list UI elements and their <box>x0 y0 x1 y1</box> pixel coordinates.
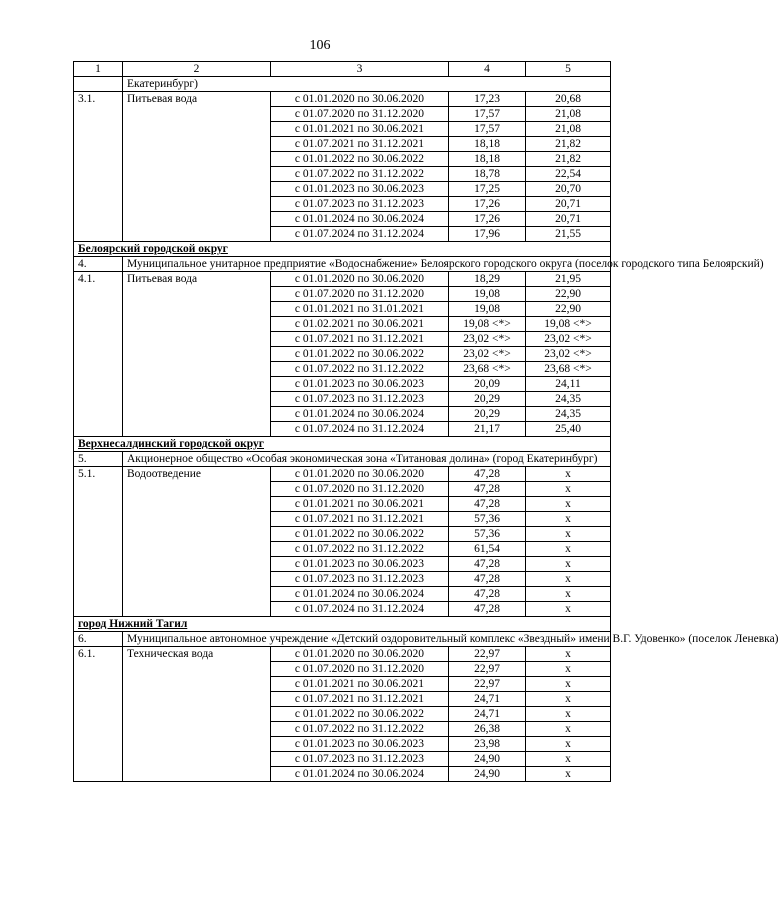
tariff-value-col5: x <box>526 512 611 527</box>
tariff-row <box>74 287 611 302</box>
tariff-period: с 01.01.2024 по 30.06.2024 <box>271 767 449 782</box>
service-name <box>123 152 271 167</box>
tariff-row <box>74 197 611 212</box>
service-number <box>74 167 123 182</box>
tariff-value-col5: 23,02 <*> <box>526 332 611 347</box>
service-name <box>123 407 271 422</box>
tariff-value-col4: 47,28 <box>449 557 526 572</box>
tariff-value-col4: 18,29 <box>449 272 526 287</box>
tariff-value-col4: 47,28 <box>449 587 526 602</box>
service-number <box>74 692 123 707</box>
service-name <box>123 122 271 137</box>
tariff-row <box>74 167 611 182</box>
continuation-row <box>74 77 611 92</box>
tariff-value-col5: x <box>526 692 611 707</box>
tariff-value-col5: 21,82 <box>526 152 611 167</box>
tariff-value-col4: 18,18 <box>449 137 526 152</box>
tariff-row <box>74 422 611 437</box>
tariff-value-col4: 19,08 <box>449 302 526 317</box>
region-row <box>74 242 611 257</box>
tariff-row <box>74 512 611 527</box>
tariff-row <box>74 407 611 422</box>
tariff-row <box>74 737 611 752</box>
tariff-value-col4: 23,02 <*> <box>449 347 526 362</box>
tariff-row <box>74 347 611 362</box>
tariff-value-col4: 17,96 <box>449 227 526 242</box>
service-number <box>74 347 123 362</box>
org-row <box>74 257 611 272</box>
tariff-period: с 01.07.2023 по 31.12.2023 <box>271 392 449 407</box>
org-name: Муниципальное унитарное предприятие «Водоснабжение» Белоярского городского округа (поселок городского типа Белоярский) <box>123 257 611 272</box>
service-name <box>123 422 271 437</box>
tariff-value-col4: 47,28 <box>449 572 526 587</box>
tariff-value-col5: x <box>526 767 611 782</box>
tariff-value-col5: x <box>526 542 611 557</box>
tariff-value-col4: 61,54 <box>449 542 526 557</box>
service-number <box>74 377 123 392</box>
org-number: 6. <box>74 632 123 647</box>
tariff-period: с 01.07.2020 по 31.12.2020 <box>271 107 449 122</box>
tariff-value-col5: 20,71 <box>526 197 611 212</box>
tariff-value-col5: x <box>526 572 611 587</box>
service-name <box>123 287 271 302</box>
service-number <box>74 287 123 302</box>
tariff-row <box>74 152 611 167</box>
tariff-row <box>74 587 611 602</box>
tariff-value-col4: 24,90 <box>449 752 526 767</box>
tariff-row <box>74 602 611 617</box>
tariff-value-col4: 22,97 <box>449 662 526 677</box>
tariff-value-col4: 19,08 <box>449 287 526 302</box>
tariff-row <box>74 767 611 782</box>
tariff-period: с 01.01.2020 по 30.06.2020 <box>271 272 449 287</box>
service-number <box>74 137 123 152</box>
tariff-value-col5: 24,35 <box>526 392 611 407</box>
column-header: 1 <box>74 62 123 77</box>
region-row <box>74 617 611 632</box>
tariff-period: с 01.07.2024 по 31.12.2024 <box>271 602 449 617</box>
tariff-row <box>74 467 611 482</box>
tariff-value-col5: 24,35 <box>526 407 611 422</box>
service-number: 4.1. <box>74 272 123 287</box>
tariff-row <box>74 392 611 407</box>
tariff-period: с 01.01.2020 по 30.06.2020 <box>271 92 449 107</box>
tariff-row <box>74 377 611 392</box>
service-name <box>123 497 271 512</box>
service-name <box>123 587 271 602</box>
tariff-period: с 01.07.2021 по 31.12.2021 <box>271 332 449 347</box>
tariff-value-col4: 17,57 <box>449 122 526 137</box>
tariff-value-col4: 57,36 <box>449 527 526 542</box>
tariff-value-col5: 20,68 <box>526 92 611 107</box>
tariff-row <box>74 662 611 677</box>
tariff-value-col5: 22,54 <box>526 167 611 182</box>
service-name <box>123 347 271 362</box>
tariff-value-col4: 17,25 <box>449 182 526 197</box>
service-name: Питьевая вода <box>123 92 271 107</box>
tariff-value-col5: x <box>526 527 611 542</box>
tariff-value-col4: 17,23 <box>449 92 526 107</box>
tariff-row <box>74 572 611 587</box>
page-number: 106 <box>309 38 331 53</box>
org-row <box>74 452 611 467</box>
service-name <box>123 602 271 617</box>
tariff-period: с 01.07.2022 по 31.12.2022 <box>271 722 449 737</box>
service-number <box>74 227 123 242</box>
service-name <box>123 392 271 407</box>
service-number <box>74 602 123 617</box>
tariff-value-col4: 57,36 <box>449 512 526 527</box>
tariff-value-col4: 24,90 <box>449 767 526 782</box>
service-name <box>123 542 271 557</box>
org-name-continuation: Екатеринбург) <box>123 77 611 92</box>
service-name <box>123 332 271 347</box>
tariff-value-col4: 22,97 <box>449 677 526 692</box>
service-number <box>74 512 123 527</box>
service-name <box>123 557 271 572</box>
tariff-value-col5: x <box>526 737 611 752</box>
service-number <box>74 182 123 197</box>
tariff-value-col4: 47,28 <box>449 467 526 482</box>
service-name: Питьевая вода <box>123 272 271 287</box>
tariff-period: с 01.07.2021 по 31.12.2021 <box>271 692 449 707</box>
tariff-value-col5: 21,08 <box>526 107 611 122</box>
service-name <box>123 227 271 242</box>
header-row <box>74 62 611 77</box>
service-number: 3.1. <box>74 92 123 107</box>
tariff-value-col4: 20,29 <box>449 407 526 422</box>
tariff-value-col4: 18,18 <box>449 152 526 167</box>
tariff-row <box>74 497 611 512</box>
service-number <box>74 422 123 437</box>
service-name <box>123 692 271 707</box>
service-number <box>74 752 123 767</box>
tariff-value-col5: x <box>526 557 611 572</box>
tariff-row <box>74 212 611 227</box>
tariff-value-col4: 47,28 <box>449 482 526 497</box>
service-name <box>123 767 271 782</box>
tariff-value-col4: 20,09 <box>449 377 526 392</box>
tariff-value-col5: 20,70 <box>526 182 611 197</box>
tariff-period: с 01.07.2022 по 31.12.2022 <box>271 167 449 182</box>
tariff-row <box>74 107 611 122</box>
service-number <box>74 362 123 377</box>
region-name: Верхнесалдинский городской округ <box>74 437 611 452</box>
service-name <box>123 362 271 377</box>
tariff-value-col5: x <box>526 602 611 617</box>
tariff-row <box>74 362 611 377</box>
tariff-value-col5: x <box>526 482 611 497</box>
tariff-period: с 01.01.2021 по 30.06.2021 <box>271 677 449 692</box>
service-number <box>74 527 123 542</box>
tariff-row <box>74 302 611 317</box>
service-name <box>123 527 271 542</box>
tariff-period: с 01.01.2020 по 30.06.2020 <box>271 467 449 482</box>
tariff-row <box>74 542 611 557</box>
tariff-period: с 01.07.2023 по 31.12.2023 <box>271 572 449 587</box>
tariff-value-col5: x <box>526 662 611 677</box>
tariff-value-col4: 24,71 <box>449 707 526 722</box>
tariff-value-col5: 21,55 <box>526 227 611 242</box>
tariff-period: с 01.01.2022 по 30.06.2022 <box>271 152 449 167</box>
tariff-row <box>74 647 611 662</box>
org-number: 4. <box>74 257 123 272</box>
tariff-period: с 01.07.2024 по 31.12.2024 <box>271 227 449 242</box>
service-name <box>123 197 271 212</box>
tariff-row <box>74 752 611 767</box>
service-number <box>74 212 123 227</box>
service-name <box>123 707 271 722</box>
tariff-period: с 01.07.2020 по 31.12.2020 <box>271 482 449 497</box>
tariff-value-col5: 21,95 <box>526 272 611 287</box>
service-number <box>74 722 123 737</box>
tariff-value-col5: 19,08 <*> <box>526 317 611 332</box>
service-name <box>123 302 271 317</box>
service-number: 5.1. <box>74 467 123 482</box>
tariff-value-col4: 24,71 <box>449 692 526 707</box>
service-name <box>123 182 271 197</box>
service-name <box>123 212 271 227</box>
tariff-period: с 01.01.2024 по 30.06.2024 <box>271 587 449 602</box>
tariff-period: с 01.07.2023 по 31.12.2023 <box>271 197 449 212</box>
tariff-row <box>74 692 611 707</box>
tariff-row <box>74 482 611 497</box>
tariff-period: с 01.01.2023 по 30.06.2023 <box>271 182 449 197</box>
service-name <box>123 167 271 182</box>
tariff-row <box>74 722 611 737</box>
org-name: Акционерное общество «Особая экономическая зона «Титановая долина» (город Екатеринбург) <box>123 452 611 467</box>
column-header: 5 <box>526 62 611 77</box>
service-name <box>123 482 271 497</box>
tariff-value-col5: x <box>526 647 611 662</box>
tariff-period: с 01.02.2021 по 30.06.2021 <box>271 317 449 332</box>
service-number <box>74 707 123 722</box>
service-number <box>74 407 123 422</box>
tariff-period: с 01.01.2020 по 30.06.2020 <box>271 647 449 662</box>
tariff-period: с 01.01.2021 по 31.01.2021 <box>271 302 449 317</box>
service-name <box>123 662 271 677</box>
service-number <box>74 317 123 332</box>
tariff-value-col5: 20,71 <box>526 212 611 227</box>
service-number <box>74 497 123 512</box>
tariff-value-col5: 22,90 <box>526 302 611 317</box>
tariff-value-col4: 23,68 <*> <box>449 362 526 377</box>
org-number: 5. <box>74 452 123 467</box>
region-name: Белоярский городской округ <box>74 242 611 257</box>
service-number <box>74 302 123 317</box>
service-number <box>74 482 123 497</box>
tariff-value-col4: 19,08 <*> <box>449 317 526 332</box>
service-number <box>74 572 123 587</box>
column-header: 3 <box>271 62 449 77</box>
tariff-row <box>74 317 611 332</box>
tariff-value-col4: 23,02 <*> <box>449 332 526 347</box>
tariff-row <box>74 137 611 152</box>
tariff-value-col4: 20,29 <box>449 392 526 407</box>
tariff-value-col4: 23,98 <box>449 737 526 752</box>
tariff-value-col4: 21,17 <box>449 422 526 437</box>
org-row <box>74 632 611 647</box>
service-number <box>74 677 123 692</box>
service-number: 6.1. <box>74 647 123 662</box>
tariff-period: с 01.01.2024 по 30.06.2024 <box>271 407 449 422</box>
tariff-value-col5: 21,08 <box>526 122 611 137</box>
tariff-value-col5: 21,82 <box>526 137 611 152</box>
tariff-value-col4: 47,28 <box>449 497 526 512</box>
column-header: 2 <box>123 62 271 77</box>
tariff-row <box>74 92 611 107</box>
tariff-value-col4: 22,97 <box>449 647 526 662</box>
tariff-period: с 01.01.2023 по 30.06.2023 <box>271 557 449 572</box>
org-number-cell <box>74 77 123 92</box>
service-name <box>123 737 271 752</box>
service-number <box>74 332 123 347</box>
tariff-period: с 01.01.2021 по 30.06.2021 <box>271 497 449 512</box>
tariff-row <box>74 557 611 572</box>
tariff-value-col4: 26,38 <box>449 722 526 737</box>
tariff-row <box>74 527 611 542</box>
service-name: Водоотведение <box>123 467 271 482</box>
service-name <box>123 137 271 152</box>
service-name <box>123 722 271 737</box>
tariff-row <box>74 122 611 137</box>
tariff-period: с 01.07.2021 по 31.12.2021 <box>271 512 449 527</box>
tariff-row <box>74 227 611 242</box>
service-name <box>123 512 271 527</box>
service-number <box>74 737 123 752</box>
tariff-row <box>74 182 611 197</box>
tariff-value-col5: x <box>526 467 611 482</box>
service-name <box>123 572 271 587</box>
tariff-period: с 01.07.2023 по 31.12.2023 <box>271 752 449 767</box>
service-number <box>74 767 123 782</box>
column-header: 4 <box>449 62 526 77</box>
org-name: Муниципальное автономное учреждение «Детский оздоровительный комплекс «Звездный» имени В.Г. Удовенко» (поселок Леневка) <box>123 632 611 647</box>
tariff-period: с 01.07.2024 по 31.12.2024 <box>271 422 449 437</box>
service-name <box>123 317 271 332</box>
tariff-period: с 01.01.2023 по 30.06.2023 <box>271 377 449 392</box>
tariff-period: с 01.01.2024 по 30.06.2024 <box>271 212 449 227</box>
service-name <box>123 377 271 392</box>
tariff-row <box>74 707 611 722</box>
tariff-period: с 01.07.2020 по 31.12.2020 <box>271 662 449 677</box>
tariff-period: с 01.01.2021 по 30.06.2021 <box>271 122 449 137</box>
tariff-value-col5: x <box>526 587 611 602</box>
tariff-period: с 01.01.2023 по 30.06.2023 <box>271 737 449 752</box>
tariff-value-col4: 47,28 <box>449 602 526 617</box>
tariff-value-col5: x <box>526 677 611 692</box>
region-name: город Нижний Тагил <box>74 617 611 632</box>
tariff-period: с 01.07.2022 по 31.12.2022 <box>271 362 449 377</box>
service-number <box>74 107 123 122</box>
tariff-period: с 01.01.2022 по 30.06.2022 <box>271 707 449 722</box>
tariff-value-col5: x <box>526 497 611 512</box>
tariff-period: с 01.01.2022 по 30.06.2022 <box>271 527 449 542</box>
tariff-value-col5: x <box>526 752 611 767</box>
tariff-row <box>74 332 611 347</box>
tariff-row <box>74 272 611 287</box>
tariff-period: с 01.07.2022 по 31.12.2022 <box>271 542 449 557</box>
service-number <box>74 542 123 557</box>
service-number <box>74 152 123 167</box>
service-name <box>123 752 271 767</box>
service-number <box>74 122 123 137</box>
service-name <box>123 677 271 692</box>
tariff-value-col4: 17,26 <box>449 197 526 212</box>
tariff-period: с 01.01.2022 по 30.06.2022 <box>271 347 449 362</box>
tariff-row <box>74 677 611 692</box>
tariff-table <box>73 61 779 782</box>
tariff-period: с 01.07.2020 по 31.12.2020 <box>271 287 449 302</box>
service-number <box>74 557 123 572</box>
tariff-period: с 01.07.2021 по 31.12.2021 <box>271 137 449 152</box>
tariff-value-col4: 17,26 <box>449 212 526 227</box>
service-number <box>74 662 123 677</box>
tariff-value-col5: 23,68 <*> <box>526 362 611 377</box>
tariff-value-col4: 18,78 <box>449 167 526 182</box>
tariff-value-col5: 25,40 <box>526 422 611 437</box>
service-number <box>74 197 123 212</box>
service-number <box>74 392 123 407</box>
tariff-value-col4: 17,57 <box>449 107 526 122</box>
service-name: Техническая вода <box>123 647 271 662</box>
tariff-value-col5: x <box>526 707 611 722</box>
tariff-value-col5: 23,02 <*> <box>526 347 611 362</box>
tariff-value-col5: x <box>526 722 611 737</box>
service-name <box>123 107 271 122</box>
tariff-value-col5: 24,11 <box>526 377 611 392</box>
region-row <box>74 437 611 452</box>
tariff-value-col5: 22,90 <box>526 287 611 302</box>
service-number <box>74 587 123 602</box>
